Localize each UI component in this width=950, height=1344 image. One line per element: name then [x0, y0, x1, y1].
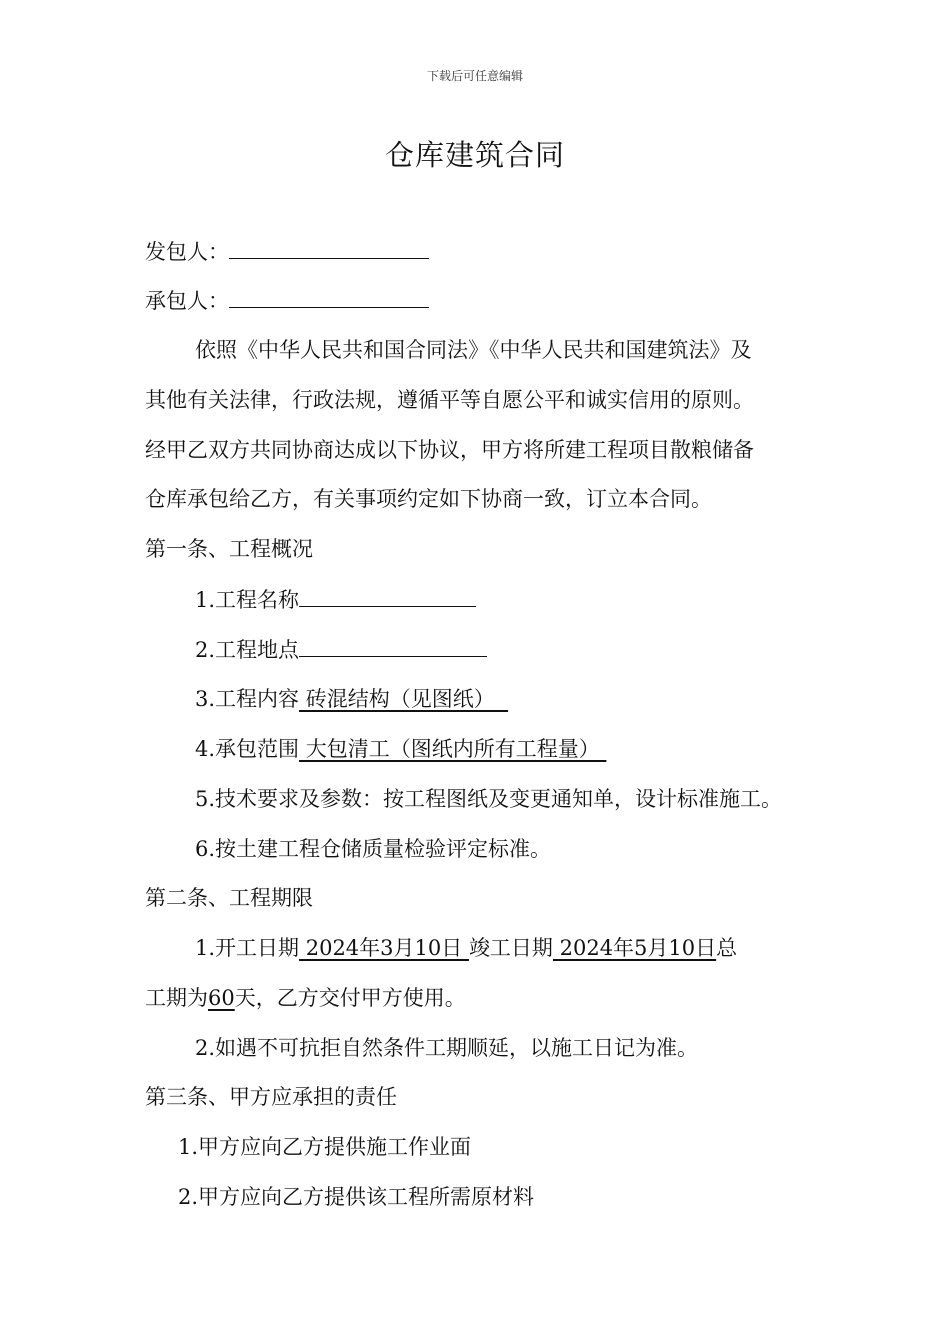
project-location-label: 2.工程地点 [195, 638, 300, 662]
article1-item3 [195, 684, 508, 714]
preamble-line-4: 仓库承包给乙方，有关事项约定如下协商一致，订立本合同。 [145, 487, 712, 511]
article3-heading: 第三条、甲方应承担的责任 [145, 1085, 397, 1109]
article2-heading: 第二条、工程期限 [145, 886, 313, 910]
article1-item5: 5.技术要求及参数：按工程图纸及变更通知单，设计标准施工。 [195, 787, 783, 811]
employer-blank [229, 236, 429, 259]
duration-suffix: 天，乙方交付甲方使用。 [234, 986, 466, 1010]
article1-heading: 第一条、工程概况 [145, 537, 313, 561]
contractor-line [145, 285, 429, 316]
employer-label: 发包人： [145, 240, 229, 264]
article3-item2: 2.甲方应向乙方提供该工程所需原材料 [178, 1185, 535, 1209]
article1-item2 [195, 634, 487, 665]
article1-item4 [195, 734, 606, 764]
article1-item6: 6.按土建工程仓储质量检验评定标准。 [195, 837, 552, 861]
preamble-line-1: 依照《中华人民共和国合同法》《中华人民共和国建筑法》及 [195, 338, 752, 362]
header-note: 下载后可任意编辑 [426, 69, 523, 83]
project-location-blank [299, 634, 487, 657]
preamble-line-3: 经甲乙双方共同协商达成以下协议，甲方将所建工程项目散粮储备 [145, 438, 754, 462]
contractor-label: 承包人： [145, 289, 229, 313]
contractor-blank [229, 285, 429, 308]
article2-item2: 2.如遇不可抗拒自然条件工期顺延，以施工日记为准。 [195, 1036, 699, 1060]
contract-scope-label: 4.承包范围 [195, 737, 300, 761]
total-label: 总 [716, 936, 738, 960]
preamble-line-2: 其他有关法律，行政法规，遵循平等自愿公平和诚实信用的原则。 [145, 388, 754, 412]
duration-label: 工期为 [145, 986, 208, 1010]
end-date-value: 2024年5月10日 [552, 936, 717, 960]
article3-item1: 1.甲方应向乙方提供施工作业面 [178, 1135, 472, 1159]
duration-days: 60 [208, 986, 235, 1010]
article2-item1-cont [145, 983, 466, 1013]
project-name-label: 1.工程名称 [195, 588, 300, 612]
end-date-label: 竣工日期 [468, 936, 553, 960]
employer-line [145, 236, 429, 267]
start-date-value: 2024年3月10日 [299, 936, 469, 960]
document-title: 仓库建筑合同 [384, 138, 565, 172]
project-name-blank [299, 584, 476, 607]
article1-item1 [195, 584, 476, 615]
project-content-value: 砖混结构（见图纸） [299, 687, 509, 711]
contract-scope-value: 大包清工（图纸内所有工程量） [299, 737, 607, 761]
project-content-label: 3.工程内容 [195, 687, 300, 711]
article2-item1 [195, 933, 737, 963]
start-date-label: 1.开工日期 [195, 936, 300, 960]
